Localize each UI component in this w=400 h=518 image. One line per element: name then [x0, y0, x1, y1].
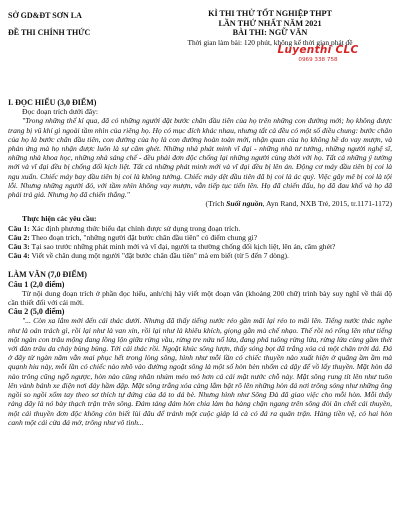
- department-name: SỞ GD&ĐT SƠN LA: [8, 11, 82, 20]
- question-4: Câu 4: Viết về chân dung một người "đặt bước chân đầu tiên" mà em biết (từ 5 đến 7 dòng).: [8, 251, 289, 261]
- section-heading-writing: LÀM VĂN (7,0 ĐIỂM): [8, 270, 87, 280]
- exam-round: LẦN THỨ NHẤT NĂM 2021: [218, 18, 322, 28]
- header-left: [8, 10, 148, 38]
- brand-logo: [268, 46, 368, 70]
- logo-brand: Luyenthi CLC: [277, 44, 359, 56]
- passage-citation: [8, 199, 392, 208]
- header-right: [150, 9, 390, 47]
- writing-q1-text: Từ nội dung đoạn trích ở phần đọc hiểu, anh/chị hãy viết một đoạn văn (khoảng 200 chữ) trình bày suy nghĩ về thái độ cần thiết đối với cái mới.: [8, 288, 392, 308]
- writing-q1-heading: Câu 1 (2,0 điểm): [8, 279, 65, 289]
- logo-phone: 0969 338 758: [298, 57, 338, 64]
- exam-subject: BÀI THI: NGỮ VĂN: [232, 28, 308, 37]
- citation-suffix: , Ayn Rand, NXB Trẻ, 2015, tr.1171-1172): [262, 199, 392, 209]
- citation-prefix: (Trích: [205, 199, 227, 209]
- question-3: Câu 3: Tại sao trước những phát minh mới và vĩ đại, người ta thường chống đối kịch liệt, lên án, căm ghét?: [8, 242, 336, 252]
- instructions-heading: Thực hiện các yêu cầu:: [22, 214, 97, 224]
- reading-intro: Đọc đoạn trích dưới đây:: [22, 107, 99, 117]
- exam-time: Thời gian làm bài: 120 phút, không kể thời gian phát đề: [187, 37, 353, 47]
- exam-title: KÌ THI THỬ TỐT NGHIỆP THPT: [208, 9, 332, 18]
- official-label: ĐỀ THI CHÍNH THỨC: [8, 28, 91, 37]
- citation-work: Suối nguồn: [226, 199, 263, 209]
- question-2: Câu 2: Theo đoạn trích, "những người đặt bước chân đầu tiên" có điểm chung gì?: [8, 232, 258, 242]
- exam-content: [8, 98, 392, 427]
- writing-q2-excerpt: "... Còn xa lắm mới đến cái thác dưới. Nhưng đã thấy tiếng nước réo gần mãi lại réo to mãi lên. Tiếng nước thác nghe như là oán trách gì, rồi lại như là van xin, rồi lại như là khiêu khích, giọng gằn mà chế nhạo. Thế rồi nó rống lên như tiếng một ngàn con trâu mộng đang lồng lộn giữa rừng vầu, rừng tre nứa nổ lửa, đang phá tuông rừng lửa, rừng lửa cùng gầm thét với đàn trâu da cháy bùng bùng. Tới cái thác rồi. Ngoặt khúc sông lượn, thấy sóng bọt đã trắng xóa cả một chân trời đá. Đá ở đây từ ngàn năm vẫn mai phục hết trong lòng sông, hình như mỗi lần có chiếc thuyền nào xuất hiện ở quãng ầm ầm mà quạnh hiu này, mỗi lần có chiếc nào nhô vào đường ngoặt sông là một số hòn bèn nhổm cả dậy để vồ lấy thuyền. Mặt hòn đá nào trông cũng ngỗ ngược, hòn nào cũng nhăn nhúm méo mó hơn cả cái mặt nước chỗ này. Mặt sông rung tít lên như tuôn lên vành bánh xe điện nơi đáy hầm đập. Mặt sông trắng xóa càng lắm bật rõ lên những hòn đá nơi trông sóng như những ông ngồi so ngồi xổm tay theo sơ thích tự đứng của đá to dá bè. Nhưng hình như Sông Đà đã giao việc cho mỗi hòn. Mỗi thấy ràng đây là nó bày thạch trận trên sông. Đám tảng đám hòn chia làm ba hàng chặn ngang trên sông đòi ăn chết cái thuyền, một cái thuyền đơn độc không còn biết lùi đâu để tránh một cuộc giáp lá cà có đá ra quân trận. Hàng tiền vệ, có hai hòn canh một cái cửa đá mở, trông như vô tình...: [8, 316, 392, 427]
- section-heading-reading: I. ĐỌC HIỂU (3,0 ĐIỂM): [8, 98, 97, 107]
- question-1: Câu 1: Xác định phương thức biểu đạt chính được sử dụng trong đoạn trích.: [8, 223, 241, 233]
- writing-q2-heading: Câu 2 (5,0 điểm): [8, 307, 65, 317]
- reading-passage: "Trong những thế kỉ qua, đã có những người đặt bước chân đầu tiên của họ trên những con đường mới; họ không được trang bị vũ khí gì ngoài tầm nhìn của riêng họ. Họ có mục đích khác nhau, nhưng tất cả đều có một số điều chung: bước chân của họ là bước chân đầu tiên, con đường của họ là con đường hoàn toàn mới, nhận quan của họ không hề do vay mượn, và phản ứng mà họ nhận được luôn là sự căm ghét. Những nhà phát minh vĩ đại - những nhà tư tưởng, những người nghệ sĩ, những nhà khoa học, những nhà sáng chế - đều phải đơn độc chống lại những người cùng thời với họ. Tất cả những ý tưởng mới và vĩ đại đều bị chống đối kịch liệt. Tất cả những phát minh mới và vĩ đại đều bị lên án. Động cơ máy đầu tiên bị coi là ngu xuẩn. Chiếc máy bay đầu tiên bị coi là không tưởng. Chiếc máy dệt đầu tiên đã bị coi là ác quỷ. Việc gây mê bị coi là tội lỗi. Nhưng những người đó, với tầm nhìn không vay mượn, vẫn tiếp tục tiến lên. Họ đã chiến đấu, họ đã đau khổ và họ đã phải trả giá. Nhưng họ đã chiến thắng.": [8, 116, 392, 200]
